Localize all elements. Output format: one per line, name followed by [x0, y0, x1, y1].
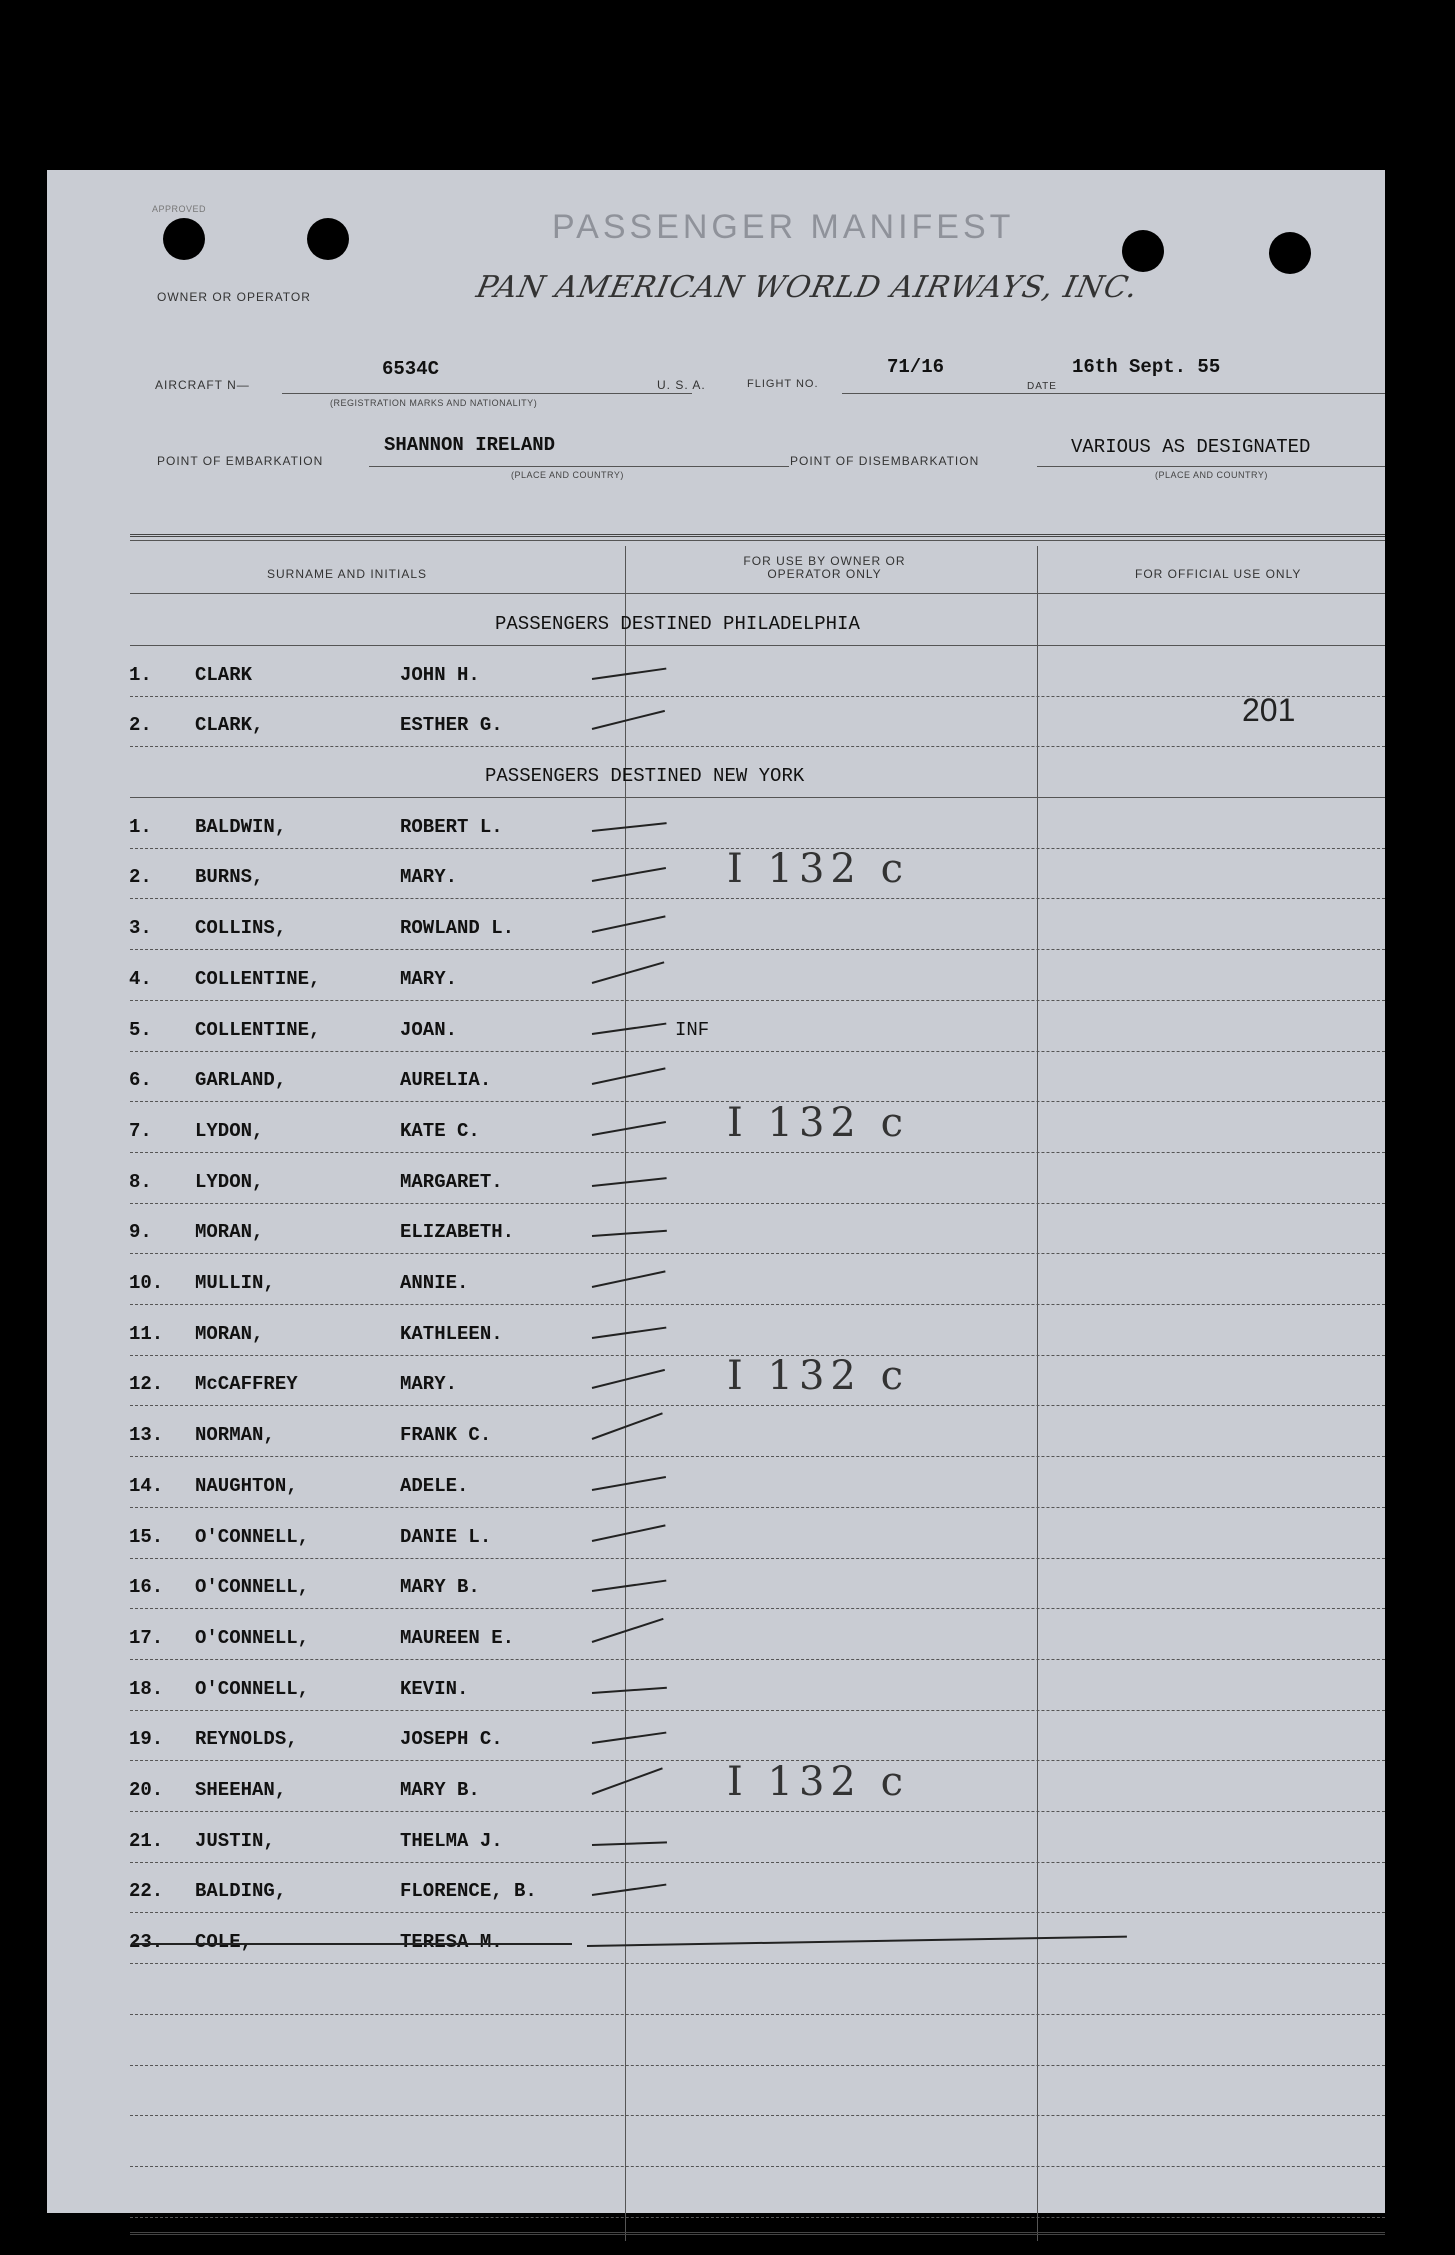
header-bottom-rule [130, 593, 1385, 594]
owner-column-header: FOR USE BY OWNER OR OPERATOR ONLY [743, 554, 906, 581]
aircraft-sublabel: (REGISTRATION MARKS AND NATIONALITY) [330, 398, 538, 408]
passenger-given-name: ANNIE. [400, 1272, 469, 1294]
handwritten-code: I 132 c [727, 846, 909, 893]
passenger-number: 10. [129, 1272, 164, 1294]
passenger-surname: MULLIN, [195, 1272, 275, 1294]
passenger-surname: COLLENTINE, [195, 967, 321, 990]
empty-row-rule [130, 2166, 1385, 2167]
passenger-number: 5. [129, 1018, 152, 1041]
passenger-surname: REYNOLDS, [195, 1728, 298, 1751]
row-rule [130, 1152, 1385, 1153]
check-mark [592, 1686, 667, 1693]
passenger-number: 14. [129, 1474, 164, 1497]
passenger-number: 6. [129, 1069, 152, 1092]
owner-label: OWNER OR OPERATOR [157, 290, 311, 304]
section-heading: PASSENGERS DESTINED NEW YORK [485, 765, 805, 787]
passenger-surname: COLLENTINE, [195, 1018, 321, 1041]
check-mark [592, 1230, 667, 1237]
passenger-given-name: MARY B. [400, 1779, 480, 1801]
disembarkation-label: POINT OF DISEMBARKATION [790, 454, 980, 468]
passenger-surname: GARLAND, [195, 1069, 287, 1092]
check-mark [592, 1022, 667, 1034]
passenger-number: 2. [129, 866, 152, 889]
handwritten-code: I 132 c [727, 1099, 909, 1146]
operator-note: INF [675, 1018, 710, 1041]
passenger-number: 3. [129, 917, 152, 940]
row-rule [130, 1405, 1385, 1406]
check-mark [592, 1068, 666, 1086]
punch-hole [1122, 230, 1164, 272]
passenger-number: 16. [129, 1576, 164, 1599]
passenger-surname: JUSTIN, [195, 1829, 275, 1852]
passenger-given-name: THELMA J. [400, 1829, 503, 1852]
passenger-given-name: MARY B. [400, 1576, 480, 1599]
passenger-given-name: DANIE L. [400, 1525, 492, 1548]
passenger-given-name: ROBERT L. [400, 815, 503, 838]
handwritten-code: I 132 c [727, 1759, 909, 1805]
passenger-number: 19. [129, 1728, 164, 1751]
passenger-number: 17. [129, 1626, 164, 1649]
empty-row-rule [130, 2115, 1385, 2116]
passenger-number: 1. [129, 663, 152, 686]
disembarkation-value: VARIOUS AS DESIGNATED [1071, 436, 1311, 458]
passenger-given-name: AURELIA. [400, 1069, 492, 1092]
row-rule [130, 1051, 1385, 1052]
passenger-surname: COLE, [195, 1931, 253, 1954]
passenger-given-name: FLORENCE, B. [400, 1880, 537, 1903]
date-line [1067, 393, 1385, 394]
empty-row-rule [130, 2065, 1385, 2066]
empty-row-rule [130, 2014, 1385, 2015]
company-name: PAN AMERICAN WORLD AIRWAYS, INC. [473, 270, 1142, 305]
passenger-number: 4. [129, 967, 152, 990]
check-mark [592, 710, 665, 730]
column-divider-2 [1037, 546, 1038, 2241]
passenger-number: 18. [129, 1677, 164, 1700]
check-mark [592, 1326, 667, 1338]
passenger-given-name: MARGARET. [400, 1170, 503, 1193]
official-note: 201 [1242, 692, 1296, 728]
row-rule [130, 797, 1385, 798]
passenger-given-name: MARY. [400, 1373, 458, 1396]
row-rule [130, 1912, 1385, 1913]
passenger-number: 8. [129, 1170, 152, 1193]
passenger-given-name: ESTHER G. [400, 714, 503, 737]
check-mark [592, 1413, 663, 1441]
row-rule [130, 1203, 1385, 1204]
passenger-surname: CLARK [195, 663, 253, 686]
row-rule [130, 1456, 1385, 1457]
passenger-number: 9. [129, 1221, 152, 1244]
check-mark [592, 1767, 663, 1795]
usa-label: U. S. A. [657, 378, 706, 392]
row-rule [130, 1507, 1385, 1508]
page-title: PASSENGER MANIFEST [552, 208, 1015, 246]
flight-line [842, 393, 1072, 394]
check-mark [592, 822, 667, 832]
passenger-number: 2. [129, 714, 152, 737]
passenger-surname: BALDING, [195, 1880, 287, 1903]
check-mark [592, 1884, 667, 1896]
punch-hole [1269, 232, 1311, 274]
handwritten-code: I 132 c [727, 1353, 909, 1400]
check-mark [592, 1177, 667, 1187]
check-mark [592, 1841, 667, 1846]
passenger-surname: O'CONNELL, [195, 1626, 310, 1649]
passenger-given-name: MAUREEN E. [400, 1626, 515, 1649]
cancel-stroke [587, 1936, 1127, 1947]
passenger-surname: O'CONNELL, [195, 1576, 310, 1599]
passenger-number: 1. [129, 815, 152, 838]
date-value: 16th Sept. 55 [1072, 356, 1221, 378]
row-rule [130, 696, 1385, 697]
passenger-surname: O'CONNELL, [195, 1525, 310, 1548]
aircraft-line [282, 393, 692, 394]
passenger-given-name: KATE C. [400, 1119, 480, 1142]
passenger-surname: MORAN, [195, 1221, 264, 1244]
passenger-given-name: ADELE. [400, 1474, 469, 1497]
passenger-given-name: FRANK C. [400, 1424, 492, 1447]
embarkation-value: SHANNON IRELAND [384, 434, 556, 456]
passenger-surname: NORMAN, [195, 1424, 275, 1447]
row-rule [130, 1862, 1385, 1863]
passenger-number: 20. [129, 1779, 164, 1801]
passenger-number: 21. [129, 1829, 164, 1852]
row-rule [130, 1963, 1385, 1964]
passenger-surname: SHEEHAN, [195, 1779, 287, 1801]
check-mark [592, 1580, 667, 1592]
passenger-number: 13. [129, 1424, 164, 1447]
table-top-rule-2 [130, 540, 1385, 541]
disembarkation-line [1037, 466, 1385, 467]
check-mark [592, 1121, 666, 1136]
passenger-surname: MORAN, [195, 1322, 264, 1345]
section-heading: PASSENGERS DESTINED PHILADELPHIA [495, 613, 860, 635]
row-rule [130, 746, 1385, 747]
check-mark [592, 1369, 665, 1389]
passenger-given-name: KEVIN. [400, 1677, 469, 1700]
passenger-given-name: ROWLAND L. [400, 917, 515, 940]
check-mark [592, 916, 666, 934]
passenger-number: 7. [129, 1119, 152, 1142]
row-rule [130, 1811, 1385, 1812]
passenger-surname: LYDON, [195, 1170, 264, 1193]
check-mark [592, 1270, 666, 1288]
table-top-rule [130, 534, 1385, 537]
embarkation-label: POINT OF EMBARKATION [157, 454, 324, 468]
row-rule [130, 1710, 1385, 1711]
passenger-number: 12. [129, 1373, 164, 1396]
check-mark [592, 1732, 667, 1744]
disembarkation-sublabel: (PLACE AND COUNTRY) [1155, 470, 1268, 480]
passenger-given-name: JOSEPH C. [400, 1728, 503, 1751]
row-rule [130, 898, 1385, 899]
surname-column-header: SURNAME AND INITIALS [267, 567, 428, 581]
check-mark [592, 667, 667, 679]
row-rule [130, 1659, 1385, 1660]
passenger-surname: LYDON, [195, 1119, 264, 1142]
embarkation-sublabel: (PLACE AND COUNTRY) [511, 470, 624, 480]
embarkation-line [369, 466, 789, 467]
strike-through [132, 1943, 572, 1945]
row-rule [130, 1304, 1385, 1305]
passenger-number: 15. [129, 1525, 164, 1548]
check-mark [592, 867, 666, 882]
passenger-number: 22. [129, 1880, 164, 1903]
row-rule [130, 1608, 1385, 1609]
passenger-surname: BURNS, [195, 866, 264, 889]
row-rule [130, 1000, 1385, 1001]
punch-hole [163, 218, 205, 260]
date-label: DATE [1027, 381, 1057, 392]
row-rule [130, 645, 1385, 646]
passenger-surname: COLLINS, [195, 917, 287, 940]
column-divider-1 [625, 546, 626, 2241]
passenger-surname: O'CONNELL, [195, 1677, 310, 1700]
flight-label: FLIGHT NO. [747, 378, 819, 390]
row-rule [130, 1253, 1385, 1254]
passenger-given-name: TERESA M. [400, 1931, 503, 1954]
row-rule [130, 1558, 1385, 1559]
aircraft-value: 6534C [382, 358, 440, 380]
check-mark [592, 1476, 666, 1491]
table-bottom-rule [130, 2232, 1385, 2235]
check-mark [592, 961, 665, 984]
manifest-page [47, 170, 1385, 2213]
punch-hole [307, 218, 349, 260]
passenger-given-name: MARY. [400, 967, 458, 990]
row-rule [130, 949, 1385, 950]
passenger-number: 11. [129, 1322, 164, 1345]
passenger-surname: BALDWIN, [195, 815, 287, 838]
passenger-given-name: MARY. [400, 866, 458, 889]
passenger-surname: McCAFFREY [195, 1373, 298, 1396]
passenger-number: 23. [129, 1931, 164, 1954]
approval-stamp: APPROVED [152, 204, 207, 214]
check-mark [592, 1618, 664, 1643]
passenger-given-name: KATHLEEN. [400, 1322, 503, 1345]
official-column-header: FOR OFFICIAL USE ONLY [1135, 567, 1302, 581]
aircraft-label: AIRCRAFT N— [155, 378, 250, 392]
passenger-surname: NAUGHTON, [195, 1474, 298, 1497]
passenger-surname: CLARK, [195, 714, 264, 737]
check-mark [592, 1524, 666, 1542]
flight-value: 71/16 [887, 356, 945, 378]
passenger-given-name: JOAN. [400, 1018, 458, 1041]
passenger-given-name: ELIZABETH. [400, 1221, 515, 1244]
empty-row-rule [130, 2217, 1385, 2218]
passenger-given-name: JOHN H. [400, 663, 480, 686]
